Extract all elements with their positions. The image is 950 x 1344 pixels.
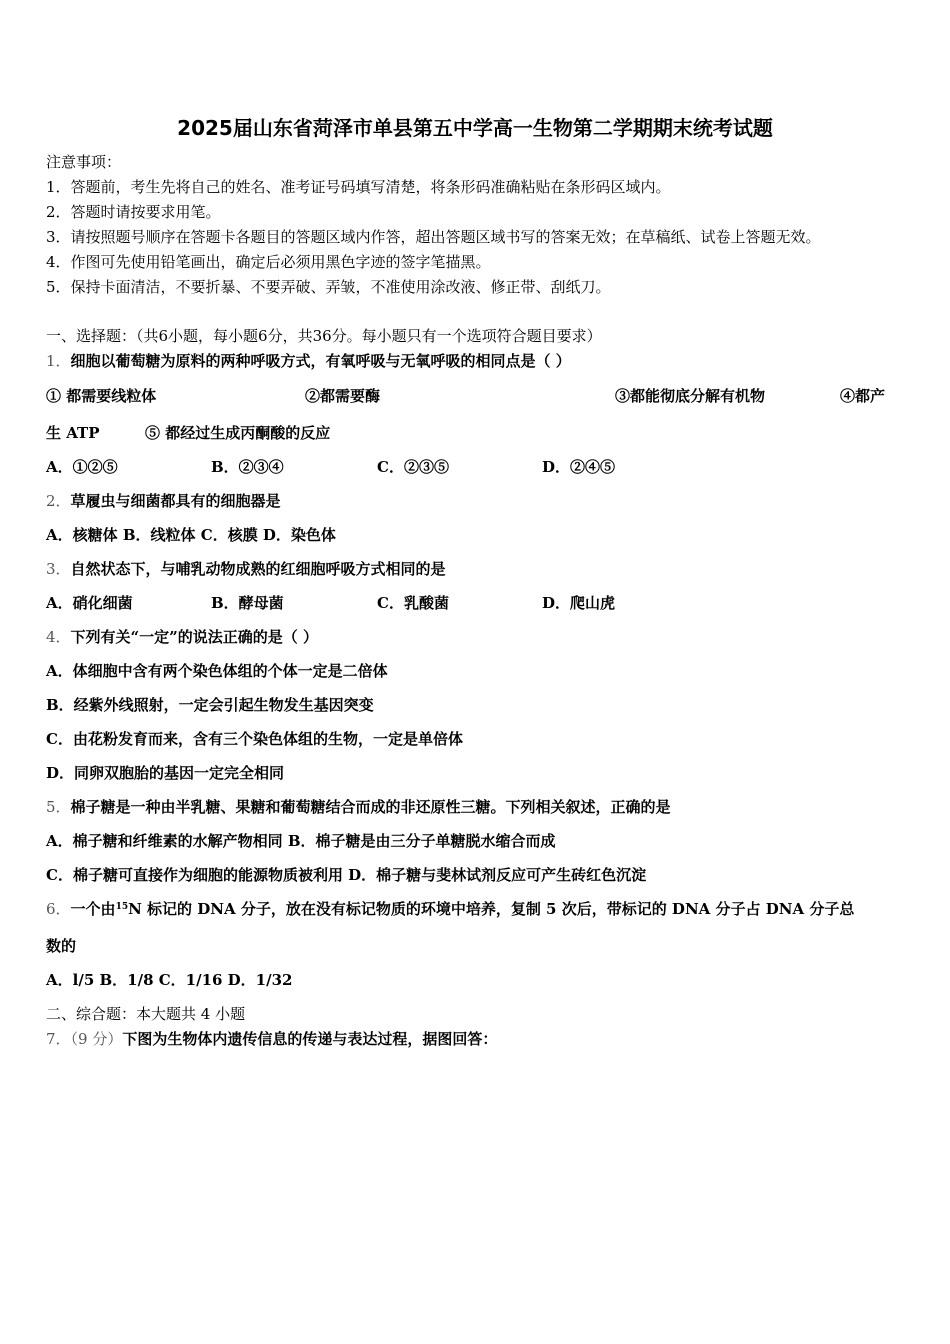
q3-option-d: D．爬山虎 xyxy=(542,594,616,612)
q2-stem xyxy=(46,491,281,511)
q6-text-a: 一个由 xyxy=(70,900,116,918)
q2-options: A．核糖体 B．线粒体 C．核膜 D．染色体 xyxy=(46,526,336,544)
section2-heading: 二、综合题：本大题共 4 小题 xyxy=(46,1005,246,1023)
q5-options-ab: A．棉子糖和纤维素的水解产物相同 B．棉子糖是由三分子单糖脱水缩合而成 xyxy=(46,832,556,850)
q4-number: 4． xyxy=(46,628,71,646)
q3-text: 自然状态下，与哺乳动物成熟的红细胞呼吸方式相同的是 xyxy=(70,560,446,578)
q6-number: 6． xyxy=(46,900,71,918)
q6-text-b: N 标记的 DNA 分子，放在没有标记物质的环境中培养，复制 5 次后，带标记的 DNA 分子占 DNA 分子总 xyxy=(128,900,855,918)
q3-stem xyxy=(46,559,446,579)
q2-text: 草履虫与细菌都具有的细胞器是 xyxy=(70,492,281,510)
q3-option-c: C．乳酸菌 xyxy=(377,594,449,612)
q6-options: A．l/5 B．1/8 C．1/16 D．1/32 xyxy=(46,971,293,989)
q6-stem-cont: 数的 xyxy=(46,937,77,955)
q1-statement-2: ②都需要酶 xyxy=(305,387,381,405)
exam-title: 2025届山东省菏泽市单县第五中学高一生物第二学期期末统考试题 xyxy=(177,116,773,140)
q1-option-b: B．②③④ xyxy=(211,458,284,476)
q1-statement-4-cont: 生 ATP xyxy=(46,424,100,442)
q5-options-cd: C．棉子糖可直接作为细胞的能源物质被利用 D．棉子糖与斐林试剂反应可产生砖红色沉淀 xyxy=(46,866,647,884)
q6-stem xyxy=(46,899,854,919)
q4-stem xyxy=(46,627,318,647)
q1-statement-5: ⑤ 都经过生成丙酮酸的反应 xyxy=(145,424,331,442)
notice-item-4: 4．作图可先使用铅笔画出，确定后必须用黑色字迹的签字笔描黑。 xyxy=(46,253,491,271)
q3-number: 3． xyxy=(46,560,71,578)
q5-stem xyxy=(46,797,671,817)
q1-option-a: A．①②⑤ xyxy=(46,458,118,476)
notice-item-5: 5．保持卡面清洁，不要折暴、不要弄破、弄皱，不准使用涂改液、修正带、刮纸刀。 xyxy=(46,278,611,296)
q1-statement-1: ① 都需要线粒体 xyxy=(46,387,157,405)
q4-option-c: C．由花粉发育而来，含有三个染色体组的生物，一定是单倍体 xyxy=(46,730,463,748)
q5-text: 棉子糖是一种由半乳糖、果糖和葡萄糖结合而成的非还原性三糖。下列相关叙述，正确的是 xyxy=(70,798,671,816)
notice-item-3: 3．请按照题号顺序在答题卡各题目的答题区域内作答，超出答题区域书写的答案无效；在草稿纸、试卷上答题无效。 xyxy=(46,228,821,246)
q3-option-b: B．酵母菌 xyxy=(211,594,284,612)
section1-heading: 一、选择题：（共6小题，每小题6分，共36分。每小题只有一个选项符合题目要求） xyxy=(46,327,602,345)
q1-option-c: C．②③⑤ xyxy=(377,458,449,476)
q1-option-d: D．②④⑤ xyxy=(542,458,616,476)
q5-number: 5． xyxy=(46,798,71,816)
q4-option-b: B．经紫外线照射，一定会引起生物发生基因突变 xyxy=(46,696,374,714)
notice-item-2: 2．答题时请按要求用笔。 xyxy=(46,203,221,221)
q3-option-a: A．硝化细菌 xyxy=(46,594,133,612)
q7-stem xyxy=(46,1029,497,1049)
q6-isotope-superscript: 15 xyxy=(115,902,129,912)
q4-option-a: A．体细胞中含有两个染色体组的个体一定是二倍体 xyxy=(46,662,388,680)
q4-text: 下列有关“一定”的说法正确的是（ ） xyxy=(70,628,319,646)
q1-statement-3: ③都能彻底分解有机物 xyxy=(615,387,766,405)
q4-option-d: D．同卵双胞胎的基因一定完全相同 xyxy=(46,764,285,782)
q1-text: 细胞以葡萄糖为原料的两种呼吸方式，有氧呼吸与无氧呼吸的相同点是（ ） xyxy=(70,352,571,370)
q1-stem xyxy=(46,351,571,371)
q7-score: （9 分） xyxy=(70,1030,123,1048)
q2-number: 2． xyxy=(46,492,71,510)
q7-number: 7． xyxy=(46,1030,71,1048)
q1-number: 1． xyxy=(46,352,71,370)
notice-item-1: 1．答题前，考生先将自己的姓名、准考证号码填写清楚，将条形码准确粘贴在条形码区域内。 xyxy=(46,178,671,196)
q1-statement-4: ④都产 xyxy=(840,387,886,405)
q7-text: 下图为生物体内遗传信息的传递与表达过程，据图回答： xyxy=(122,1030,498,1048)
notice-heading: 注意事项： xyxy=(46,153,122,171)
